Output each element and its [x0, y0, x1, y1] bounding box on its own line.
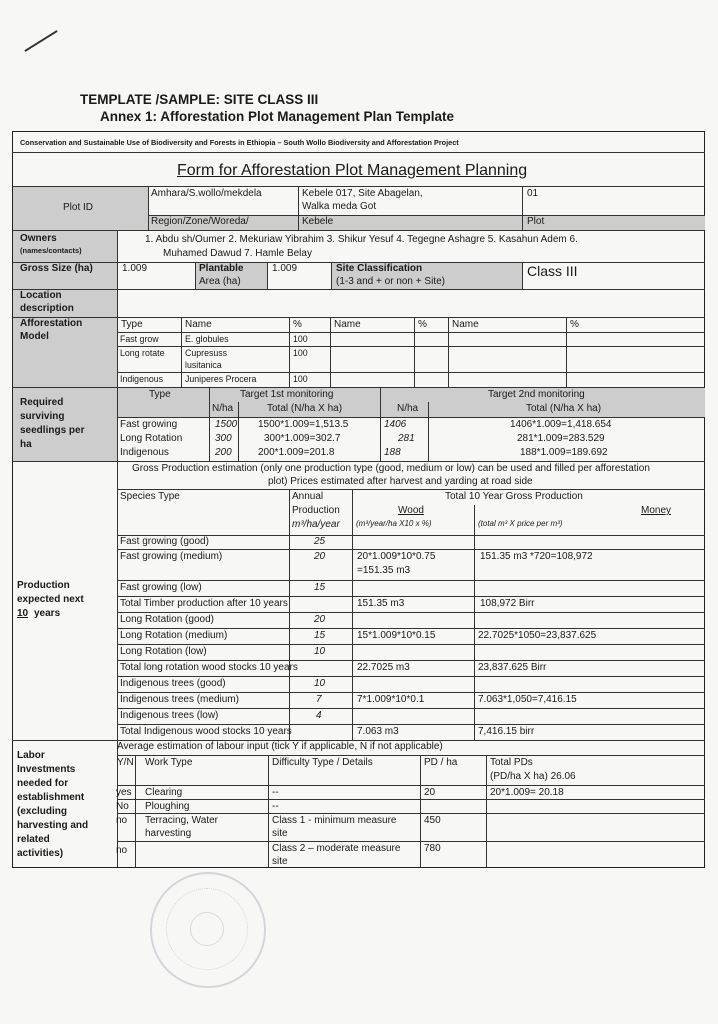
species-type-header: Species Type [120, 491, 180, 502]
seedling-t2: 1406*1.009=1,418.654 [510, 419, 612, 430]
wood-header: Wood [398, 505, 424, 516]
labor-header-total: Total PDs [490, 757, 533, 768]
total-header-2: Total (N/ha X ha) [526, 403, 602, 414]
model-header-name-3: Name [452, 319, 479, 330]
seedling-type: Long Rotation [120, 433, 183, 444]
official-stamp-center [190, 912, 224, 946]
seedling-t2: 281*1.009=283.529 [517, 433, 605, 444]
model-header-name: Name [185, 319, 212, 330]
production-species: Total long rotation wood stocks 10 years [120, 662, 298, 673]
model-type: Fast grow [120, 334, 159, 344]
production-wood: 20*1.009*10*0.75 [357, 551, 436, 562]
production-species: Indigenous trees (medium) [120, 694, 239, 705]
production-species: Total Timber production after 10 years [120, 598, 288, 609]
target2-header: Target 2nd monitoring [488, 389, 585, 400]
production-wood: 151.35 m3 [357, 598, 405, 609]
seedlings-label-4: ha [20, 439, 32, 450]
production-label: Production [17, 580, 70, 591]
site-class-label: Site Classification [336, 263, 423, 274]
production-annual: 10 [314, 678, 326, 689]
seedling-t1: 300*1.009=302.7 [264, 433, 341, 444]
seedling-t2: 188*1.009=189.692 [520, 447, 608, 458]
kebele-value: Kebele 017, Site Abagelan, [302, 188, 423, 199]
model-type: Indigenous [120, 374, 164, 384]
project-line: Conservation and Sustainable Use of Biodiversity and Forests in Ethiopia – South Wollo Biodiversity and Afforestation Project [20, 138, 459, 147]
labor-difficulty-2: site [272, 828, 288, 839]
production-money: 22.7025*1050=23,837.625 [478, 630, 597, 641]
labor-yn: no [116, 845, 128, 856]
production-annual: 4 [316, 710, 322, 721]
production-note-2: plot) Prices estimated after harvest and yarding at road side [268, 476, 533, 487]
labor-header-work: Work Type [145, 757, 193, 768]
labor-label-2: Investments [17, 764, 76, 775]
n-ha-header-2: N/ha [397, 403, 419, 414]
production-annual: 20 [314, 614, 326, 625]
production-annual: 25 [314, 536, 326, 547]
seedling-n1: 300 [215, 433, 232, 444]
location-label: Location [20, 290, 62, 301]
seedling-t1: 200*1.009=201.8 [258, 447, 335, 458]
production-money: 23,837.625 Birr [478, 662, 547, 673]
seedling-n1: 200 [215, 447, 232, 458]
labor-header-difficulty: Difficulty Type / Details [272, 757, 373, 768]
production-wood: 15*1.009*10*0.15 [357, 630, 436, 641]
labor-yn: no [116, 815, 128, 826]
labor-total: 20*1.009= 20.18 [490, 787, 564, 798]
production-money: 7,416.15 birr [478, 726, 535, 737]
production-species: Fast growing (low) [120, 582, 202, 593]
labor-header-yn: Y/N [117, 757, 134, 768]
seedlings-type-header: Type [149, 389, 171, 400]
labor-label-8: activities) [17, 848, 64, 859]
target1-header: Target 1st monitoring [240, 389, 334, 400]
region-value: Amhara/S.wollo/mekdela [151, 188, 262, 199]
seedling-n2: 188 [384, 447, 401, 458]
labor-label-3: needed for [17, 778, 69, 789]
model-type: Long rotate [120, 348, 165, 358]
labor-pd: 780 [424, 843, 441, 854]
seedlings-label-2: surviving [20, 411, 65, 422]
production-wood: 7.063 m3 [357, 726, 399, 737]
location-label-2: description [20, 303, 74, 314]
production-label-years-number: 10 [17, 608, 29, 619]
labor-label-6: harvesting and [17, 820, 89, 831]
production-annual: 7 [316, 694, 322, 705]
kebele-label: Kebele [302, 216, 334, 227]
n-ha-header-1: N/ha [212, 403, 234, 414]
production-wood: 7*1.009*10*0.1 [357, 694, 425, 705]
model-pct: 100 [293, 374, 308, 384]
production-label-years: years [34, 608, 61, 619]
model-name-2: lusitanica [185, 360, 222, 370]
labor-pd: 450 [424, 815, 441, 826]
plantable-label-2: Area (ha) [199, 276, 241, 287]
model-name: Cupresuss [185, 348, 228, 358]
model-label-2: Model [20, 331, 49, 342]
production-species: Fast growing (medium) [120, 551, 223, 562]
owners-line-1: 1. Abdu sh/Oumer 2. Mekuriaw Yibrahim 3. Shikur Yesuf 4. Tegegne Ashagre 5. Kasahun Adem 6. [145, 234, 578, 245]
model-header-type: Type [121, 319, 143, 330]
labor-difficulty: Class 2 – moderate measure [272, 843, 401, 854]
form-title: Form for Afforestation Plot Management Planning [177, 162, 528, 179]
plot-value: 01 [527, 188, 539, 199]
money-subheader: (total m³ X price per m³) [478, 519, 563, 528]
labor-header-pd: PD / ha [424, 757, 458, 768]
production-annual: 15 [314, 630, 326, 641]
site-class-sublabel: (1-3 and + or non + Site) [336, 276, 445, 287]
wood-subheader: (m³/year/ha X10 x %) [356, 519, 432, 528]
owners-label: Owners [20, 233, 57, 244]
total-header-1: Total (N/ha X ha) [267, 403, 343, 414]
production-annual: 20 [314, 551, 326, 562]
template-title: TEMPLATE /SAMPLE: SITE CLASS III [80, 92, 319, 107]
owners-sublabel: (names/contacts) [20, 246, 82, 255]
gross-size-label: Gross Size (ha) [20, 263, 93, 274]
seedling-n1: 1500 [215, 419, 238, 430]
production-species: Long Rotation (low) [120, 646, 207, 657]
labor-difficulty: -- [272, 801, 279, 812]
seedlings-label: Required [20, 397, 64, 408]
production-species: Fast growing (good) [120, 536, 209, 547]
region-label: Region/Zone/Woreda/ [151, 216, 249, 227]
model-pct: 100 [293, 348, 308, 358]
labor-label: Labor [17, 750, 45, 761]
plantable-value: 1.009 [272, 263, 298, 274]
labor-yn: yes [116, 787, 132, 798]
model-header-name-2: Name [334, 319, 361, 330]
model-name: Juniperes Procera [185, 374, 257, 384]
production-species: Indigenous trees (good) [120, 678, 226, 689]
plot-id-label: Plot ID [63, 202, 94, 213]
production-label-2: expected next [17, 594, 84, 605]
production-money: 108,972 Birr [480, 598, 535, 609]
labor-label-5: (excluding [17, 806, 68, 817]
model-name: E. globules [185, 334, 229, 344]
labor-note: Average estimation of labour input (tick Y if applicable, N if not applicable) [117, 741, 443, 752]
owners-line-2: Muhamed Dawud 7. Hamle Belay [163, 248, 312, 259]
production-annual: 15 [314, 582, 326, 593]
production-species: Indigenous trees (low) [120, 710, 219, 721]
annual-header-2: Production [292, 505, 340, 516]
labor-difficulty-2: site [272, 856, 288, 867]
plot-label: Plot [527, 216, 545, 227]
total-10-year-header: Total 10 Year Gross Production [445, 491, 583, 502]
production-money: 151.35 m3 *720=108,972 [480, 551, 593, 562]
model-header-pct-3: % [570, 319, 579, 330]
model-header-pct: % [293, 319, 302, 330]
plantable-label: Plantable [199, 263, 244, 274]
annex-title: Annex 1: Afforestation Plot Management Plan Template [100, 109, 455, 124]
seedlings-label-3: seedlings per [20, 425, 85, 436]
plot-label-shade [522, 215, 705, 230]
money-header: Money [641, 505, 672, 516]
labor-difficulty: Class 1 - minimum measure [272, 815, 397, 826]
labor-work: Clearing [145, 787, 183, 798]
production-annual: 10 [314, 646, 326, 657]
production-wood-2: =151.35 m3 [357, 565, 411, 576]
model-label: Afforestation [20, 318, 83, 329]
seedling-n2: 281 [398, 433, 415, 444]
seedling-type: Fast growing [120, 419, 178, 430]
production-money: 7.063*1,050=7,416.15 [478, 694, 577, 705]
production-species: Long Rotation (medium) [120, 630, 228, 641]
labor-yn: No [116, 801, 129, 812]
production-note: Gross Production estimation (only one production type (good, medium or low) can be used and filled per afforestation [132, 463, 650, 474]
production-species: Long Rotation (good) [120, 614, 214, 625]
gross-size-value: 1.009 [122, 263, 148, 274]
labor-work-2: harvesting [145, 828, 192, 839]
seedling-type: Indigenous [120, 447, 169, 458]
production-species: Total Indigenous wood stocks 10 years [120, 726, 292, 737]
labor-work: Ploughing [145, 801, 190, 812]
production-wood: 22.7025 m3 [357, 662, 410, 673]
labor-label-4: establishment [17, 792, 85, 803]
kebele-value-2: Walka meda Got [302, 201, 377, 212]
labor-work: Terracing, Water [145, 815, 218, 826]
annual-unit: m³/ha/year [292, 519, 340, 530]
site-class-value: Class III [527, 263, 578, 279]
labor-difficulty: -- [272, 787, 279, 798]
model-pct: 100 [293, 334, 308, 344]
seedling-n2: 1406 [384, 419, 407, 430]
annual-header: Annual [292, 491, 324, 502]
seedling-t1: 1500*1.009=1,513.5 [258, 419, 349, 430]
labor-header-total-2: (PD/ha X ha) 26.06 [490, 771, 576, 782]
labor-pd: 20 [424, 787, 436, 798]
model-header-pct-2: % [418, 319, 427, 330]
labor-label-7: related [17, 834, 50, 845]
